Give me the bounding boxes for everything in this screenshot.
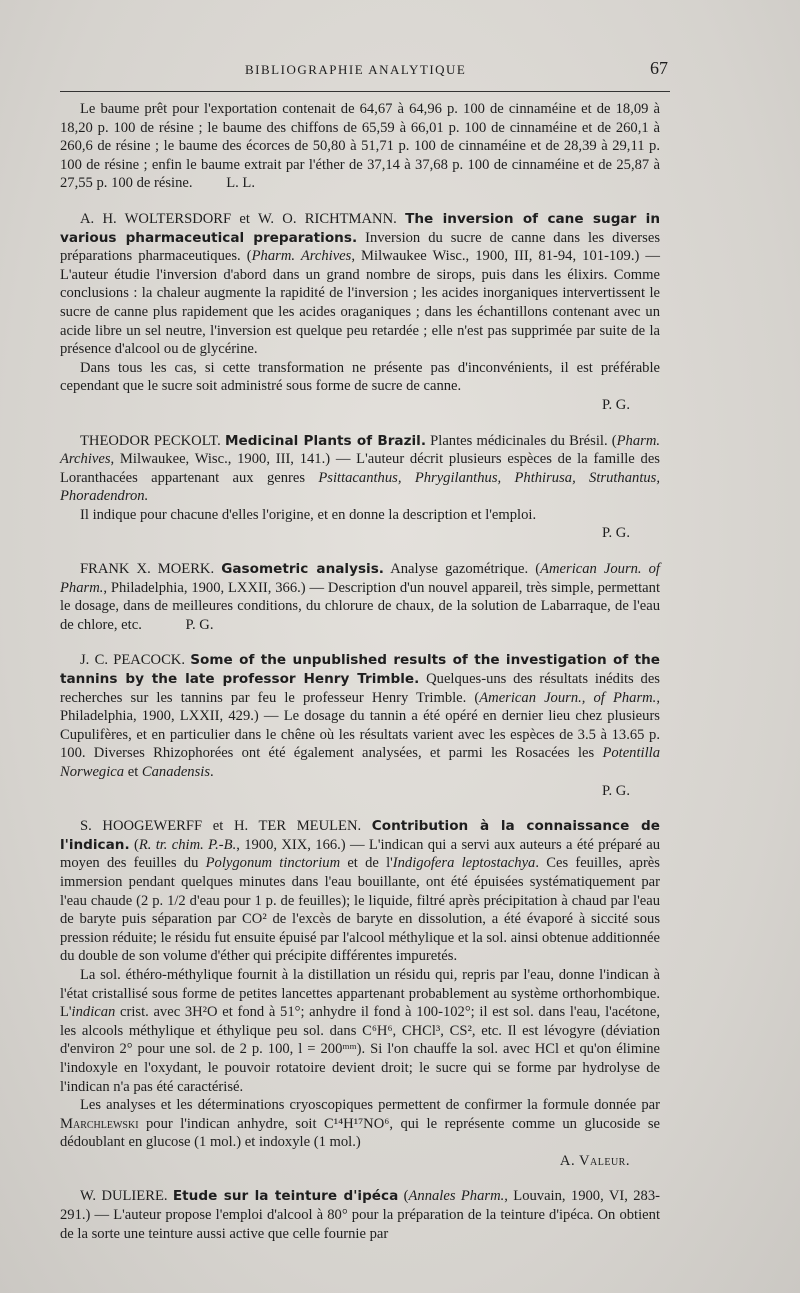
entry-text: . Ces feuilles, après immersion pendant quelques minutes dans l'eau bouillante, ont été épuisées systématiquement par l'eau chaude (2 p. 1/2 d'eau pour 1 p. de feuilles); le liquide, filtré après précipitation à chaud par l'eau de baryte puis séparation par CO² de l'excès de baryte en dissolution, a été évaporé à siccité sous pression réduite; le résidu fut ensuite épuisé par l'alcool méthylique et la sol. ainsi obtenue additionnée du double de son volume d'éther qui précipite différentes impuretés. xyxy=(60,855,660,965)
paragraph-text: Les analyses et les déterminations cryoscopiques permettent de confirmer la formule donnée par xyxy=(80,1097,660,1114)
page-header xyxy=(60,58,670,88)
species-name: Polygonum tinctorium xyxy=(205,855,341,872)
entry-authors: FRANK X. MOERK. xyxy=(80,561,215,578)
signature: A. Valeur. xyxy=(559,1152,630,1169)
entry-title: Some of the unpublished results of the investigation of the tannins by the late professor Henry Trimble. xyxy=(60,652,660,688)
paragraph-text: crist. avec 3H²O et fond à 51°; anhydre il fond à 100-102°; il est sol. dans l'eau, l'acétone, les alcools méthylique et éthylique peu sol. dans C⁶H⁶, CHCl³, CS², etc. Il est lévogyre (déviation d'environ 2° pour une sol. de 2 p. 100, l = 200ᵐᵐ). Si l'on chauffe la sol. avec HCl et qu'on élimine l'indoxyle en l'oxydant, le pouvoir rotatoire devient droit; le sucre qui se forme par hydrolyse de l'indican n'a pas été caractérisé. xyxy=(60,1004,660,1095)
bibliography-entry xyxy=(60,651,660,800)
entry-text: Plantes médicinales du Brésil. ( xyxy=(426,432,617,449)
entry-text: Quelques-uns des résultats inédits des recherches sur les tannins par feu le professeur Henry Trimble. ( xyxy=(60,671,660,706)
signature: P. G. xyxy=(602,396,630,413)
entry-text: , Philadelphia, 1900, LXXII, 429.) — Le dosage du tannin a été opéré en dernier lieu chez plusieurs Cupulifères, et en particulier dans le chêne où les résultats varient avec les espèces de 3.5 à 13.65 p. 100. Diverses Rhizophorées ont été également analysées, et parmi les Rosacées les xyxy=(60,689,660,762)
species-name: Canadensis xyxy=(141,764,211,780)
species-name: Indigofera leptostachya xyxy=(392,855,536,872)
paragraph xyxy=(60,1187,660,1243)
entry-authors: A. H. WOLTERSDORF et W. O. RICHTMANN. xyxy=(80,210,397,227)
author-name: Marchlewski xyxy=(60,1115,139,1132)
signature: P. G. xyxy=(185,616,214,633)
genera-list: Psittacanthus, Phrygilanthus, Phthirusa, Struthantus, Phoradendron. xyxy=(60,469,661,505)
entry-continued xyxy=(60,100,660,193)
paragraph xyxy=(60,100,660,193)
entry-title: Contribution à la connaissance de l'indican. xyxy=(60,818,660,853)
paragraph-text: pour l'indican anhydre, soit C¹⁴H¹⁷NO⁶, qui le représente comme un glucoside se dédoublant en glucose (1 mol.) et indoxyle (1 mol.) xyxy=(60,1115,660,1151)
entry-text: , Philadelphia, 1900, LXXII, 366.) — Description d'un nouvel appareil, très simple, permettant le dosage, dans de meilleures conditions, du chlorure de chaux, de la solution de Labarraque, de l'eau de chlore, etc. xyxy=(60,579,660,633)
entry-authors: S. HOOGEWERFF et H. TER MEULEN. xyxy=(80,818,362,835)
journal-name: American Journ. of Pharm. xyxy=(60,561,660,596)
entry-authors: W. DULIERE. xyxy=(80,1188,168,1205)
entry-text: et xyxy=(124,764,142,780)
paragraph xyxy=(60,1096,660,1152)
entry-text: , 1900, XIX, 166.) — L'indican qui a servi aux auteurs a été préparé au moyen des feuilles du xyxy=(60,836,660,872)
paragraph: Il indique pour chacune d'elles l'origine, et en donne la description et l'emploi. xyxy=(80,506,537,523)
signature: L. L. xyxy=(226,175,255,192)
entry-text: , Louvain, 1900, VI, 283-291.) — L'auteur propose l'emploi d'alcool à 80° pour la préparation de la teinture d'ipéca. On obtient de la sorte une teinture aussi active que celle fournie par xyxy=(60,1188,661,1242)
entry-text: , Milwaukee, Wisc., 1900, III, 141.) — L'auteur décrit plusieurs espèces de la famille des Loranthacées appartenant aux genres xyxy=(60,451,660,486)
header-rule xyxy=(60,91,670,92)
entry-authors: J. C. PEACOCK. xyxy=(80,652,185,669)
entry-title: The inversion of cane sugar in various pharmaceutical preparations. xyxy=(60,210,661,246)
entry-authors: THEODOR PECKOLT. xyxy=(80,432,221,449)
entry-text: ( xyxy=(129,836,139,853)
paragraph xyxy=(60,560,660,634)
signature: P. G. xyxy=(602,782,630,799)
bibliography-entry xyxy=(60,560,660,634)
term: indican xyxy=(71,1004,116,1021)
running-head: BIBLIOGRAPHIE ANALYTIQUE xyxy=(245,62,467,77)
paragraph xyxy=(60,817,660,966)
journal-name: Pharm. Archives xyxy=(251,248,352,265)
journal-name: Annales Pharm. xyxy=(408,1188,505,1205)
paragraph xyxy=(60,432,660,506)
signature: P. G. xyxy=(602,525,630,542)
entry-text: . xyxy=(210,764,214,780)
bibliography-entry xyxy=(60,1187,660,1243)
entry-title: Medicinal Plants of Brazil. xyxy=(224,432,426,449)
bibliography-entry xyxy=(60,210,660,415)
entry-title: Gasometric analysis. xyxy=(221,561,384,578)
paragraph: Dans tous les cas, si cette transformation ne présente pas d'inconvénients, il est préférable cependant que le sucre soit administré sous forme de sucre de canne. xyxy=(60,359,660,395)
journal-name: R. tr. chim. P.-B. xyxy=(138,836,237,853)
paragraph xyxy=(60,966,660,1096)
bibliography-entry xyxy=(60,817,660,1170)
paragraph-text: Le baume prêt pour l'exportation contenait de 64,67 à 64,96 p. 100 de cinnaméine et de 18,09 à 18,20 p. 100 de résine ; le baume des chiffons de 65,59 à 66,01 p. 100 de cinnaméine et de 260,1 à 260,6 de résine ; le baume des écorces de 50,80 à 51,71 p. 100 de cinnaméine et de 28,39 à 29,11 p. 100 de résine ; enfin le baume extrait par l'éther de 37,14 à 37,68 p. 100 de cinnaméine et de 25,87 à 27,55 p. 100 de résine. xyxy=(60,101,660,192)
paragraph xyxy=(60,210,660,359)
entry-text: ( xyxy=(398,1188,409,1205)
entry-text: et de l' xyxy=(340,855,393,872)
entry-title: Etude sur la teinture d'ipéca xyxy=(172,1188,399,1205)
bibliography-entry xyxy=(60,432,660,544)
journal-name: Pharm. Archives xyxy=(60,432,661,468)
page-body xyxy=(60,100,660,1243)
species-name: Potentilla Norwegica xyxy=(60,745,660,780)
page-number: 67 xyxy=(650,58,668,78)
journal-name: American Journ., of Pharm. xyxy=(479,689,657,706)
paragraph xyxy=(60,651,660,781)
entry-text: Inversion du sucre de canne dans les diverses préparations pharmaceutiques. ( xyxy=(60,229,660,265)
entry-text: , Milwaukee Wisc., 1900, III, 81-94, 101-109.) — L'auteur étudie l'inversion d'abord dans un grand nombre de sirops, puis dans les élixirs. Comme conclusions : la chaleur augmente la rapidité de l'inversion ; les acides inorganiques intervertissent le sucre de canne plus rapidement que les acides oraganiques ; dans les échantillons contenant avec un acide libre un sel neutre, l'inversion est quelque peu retardée ; elle n'est pas supprimée par suite de la présence d'alcool ou de glycérine. xyxy=(60,248,660,358)
entry-text: Analyse gazométrique. ( xyxy=(383,561,541,578)
paragraph-text: La sol. éthéro-méthylique fournit à la distillation un résidu qui, repris par l'eau, donne l'indican à l'état cristallisé sous forme de petites lancettes appartenant probablement au système orthorhombique. L' xyxy=(60,966,660,1021)
